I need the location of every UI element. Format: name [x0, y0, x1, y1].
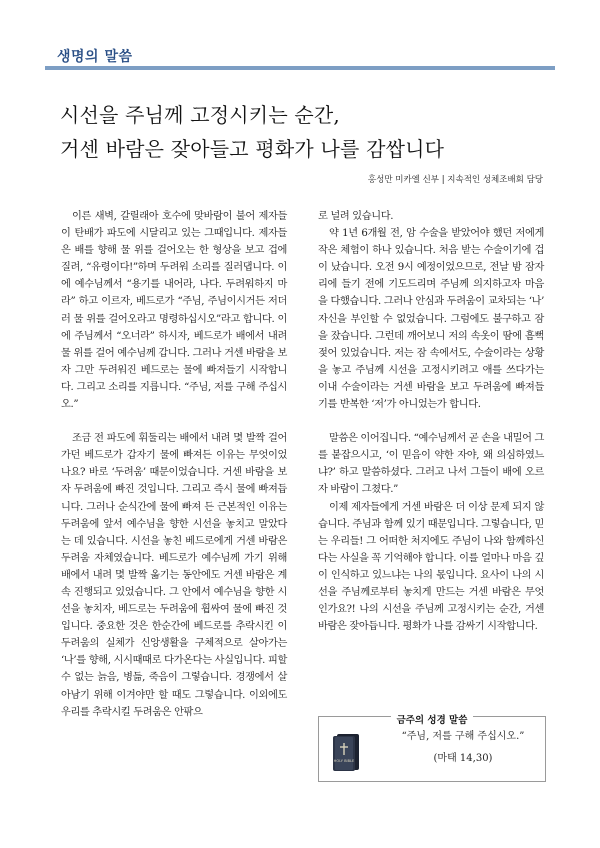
- weekly-verse-reference: (마태 14,30): [433, 753, 493, 764]
- header-rule: [45, 66, 555, 70]
- section-label: 생명의 말씀: [57, 49, 133, 65]
- author-byline: 홍성만 미카엘 신부 | 지속적인 성체조배회 담당: [367, 175, 543, 185]
- paragraph: 말씀은 이어집니다. “예수님께서 곧 손을 내밀어 그를 붙잡으시고, ‘이 믿음이 약한 자야, 왜 의심하였느냐?’ 하고 말씀하셨다. 그러고 나서 그들이 배에 오르자 바람이 그쳤다.”: [318, 433, 544, 496]
- paragraph: 로 널려 있습니다.: [318, 211, 394, 222]
- bible-book-label: HOLY BIBLE: [333, 759, 355, 763]
- weekly-verse-title: 금주의 성경 말씀: [391, 715, 474, 726]
- paragraph: 이른 새벽, 갈릴래아 호수에 맞바람이 불어 제자들이 탄배가 파도에 시달리고 있는 그때입니다. 제자들은 배를 향해 물 위를 걸어오는 한 형상을 보고 겁에 질려, “유령이다!”하며 두려워 소리를 질러댑니다. 이에 예수님께서 “용기를 내어라, 나다. 두려워하지 마라” 하고 이르자, 베드로가 “주님, 주님이시거든 저더러 물 위를 걸어오라고 명령하십시오”라고 합니다. 이에 주님께서 “오너라” 하시자, 베드로가 배에서 내려 물 위를 걸어 예수님께 갑니다. 그러나 거센 바람을 보자 그만 두려워진 베드로는 물에 빠져들기 시작합니다. 그리고 소리를 지릅니다. “주님, 저를 구해 주십시오.”: [61, 211, 287, 411]
- weekly-verse-box: [318, 716, 546, 782]
- left-column: [61, 208, 287, 721]
- paragraph: 약 1년 6개월 전, 암 수술을 받았어야 했던 저에게 작은 체험이 하나 있습니다. 처음 받는 수술이기에 겁이 났습니다. 오전 9시 예정이었으므로, 전날 밤 잠자리에 들기 전에 기도드리며 주님께 의지하고자 마음을 다했습니다. 그러나 안심과 두려움이 교차되는 ‘나’ 자신을 부인할 수 없었습니다. 그럼에도 불구하고 잠을 잤습니다. 그런데 깨어보니 저의 속옷이 땀에 흠뻑 젖어 있었습니다. 저는 잠 속에서도, 수술이라는 상황을 놓고 주님께 시선을 고정시키려고 애를 쓰다가는 이내 수술이라는 거센 바람을 보고 두려움에 빠져들기를 반복한 ‘저’가 아니었는가 합니다.: [318, 228, 544, 411]
- paragraph: 이제 제자들에게 거센 바람은 더 이상 문제 되지 않습니다. 주님과 함께 있기 때문입니다. 그렇습니다, 믿는 우리들! 그 어떠한 처지에도 주님이 나와 함께하신다는 사실을 꼭 기억해야 합니다. 이를 얼마나 마음 깊이 인식하고 있느냐는 나의 몫입니다. 요사이 나의 시선을 주님께로부터 놓치게 만드는 거센 바람은 무엇인가요?! 나의 시선을 주님께 고정시키는 순간, 거센 바람은 잦아듭니다. 평화가 나를 감싸기 시작합니다.: [318, 501, 544, 633]
- title-line-2: 거센 바람은 잦아들고 평화가 나를 감쌉니다: [60, 137, 445, 161]
- title-line-1: 시선을 주님께 고정시키는 순간,: [60, 103, 340, 127]
- weekly-verse-text: “주님, 저를 구해 주십시오.”: [401, 731, 525, 742]
- article-title: [60, 98, 560, 166]
- paragraph: 조금 전 파도에 휘둘리는 배에서 내려 몇 발짝 걸어가던 베드로가 갑자기 물에 빠져든 이유는 무엇이었나요? 바로 ‘두려움’ 때문이었습니다. 거센 바람을 보자 두려움에 빠진 것입니다. 그리고 즉시 물에 빠져듭니다. 그러나 순식간에 물에 빠져 든 근본적인 이유는 두려움에 앞서 예수님을 향한 시선을 놓치고 말았다는 데 있습니다. 시선을 놓친 베드로에게 거센 바람은 두려움 자체였습니다. 베드로가 예수님께 가기 위해 배에서 내려 몇 발짝 옮기는 동안에도 거센 바람은 계속 진행되고 있었습니다. 그 안에서 예수님을 향한 시선을 놓치자, 베드로는 두려움에 휩싸여 물에 빠진 것입니다. 중요한 것은 한순간에 베드로를 추락시킨 이 두려움의 실체가 신앙생활을 구체적으로 살아가는 ‘나’를 향해, 시시때때로 다가온다는 사실입니다. 피할 수 없는 늙음, 병듦, 죽음이 그렇습니다. 경쟁에서 살아남기 위해 이겨야만 할 때도 그렇습니다. 이외에도 우리를 추락시킬 두려움은 안팎으: [61, 433, 287, 718]
- bible-icon: [331, 731, 361, 773]
- right-column: [318, 208, 544, 635]
